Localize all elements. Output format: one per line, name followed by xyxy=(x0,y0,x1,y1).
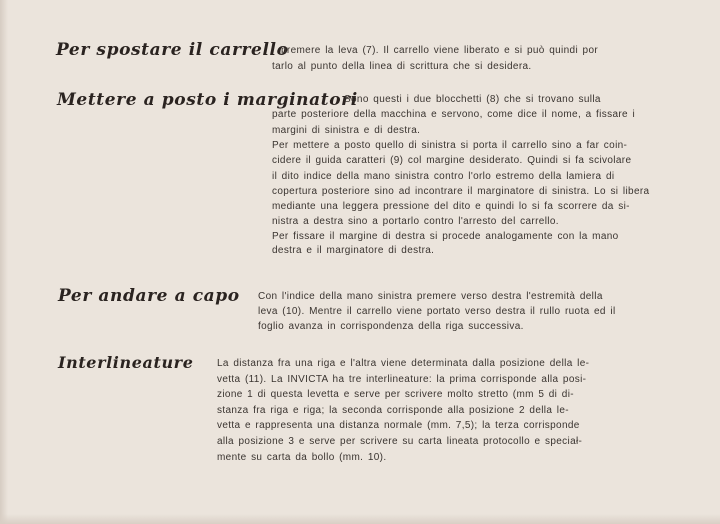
section-text-line: il dito indice della mano sinistra contro l'orlo estremo della lamiera di xyxy=(272,171,615,182)
section-text-line: mente su carta da bollo (mm. 10). xyxy=(217,452,387,463)
page-bottom-shadow xyxy=(0,514,720,524)
section-text-line: stanza fra riga e riga; la seconda corrisponde alla posizione 2 della le- xyxy=(217,405,569,416)
section-text-line: tarlo al punto della linea di scrittura che si desidera. xyxy=(272,61,532,72)
section-text-line: destra e il marginatore di destra. xyxy=(272,245,435,256)
section-heading-spostare-carrello: Per spostare il carrello xyxy=(56,40,289,60)
section-text-line: zione 1 di questa levetta e serve per scrivere molto stretto (mm 5 di di- xyxy=(217,389,574,400)
section-text-line: parte posteriore della macchina e servono, come dice il nome, a fissare i xyxy=(272,109,636,120)
section-text-line: La distanza fra una riga e l'altra viene determinata dalla posizione della le- xyxy=(217,358,590,369)
section-text-line: Con l'indice della mano sinistra premere verso destra l'estremità della xyxy=(258,291,603,302)
section-text-line: copertura posteriore sino ad incontrare il marginatore di sinistra. Lo si libera xyxy=(272,186,650,197)
section-text-line: nistra a destra sino a portarlo contro l'arresto del carrello. xyxy=(272,216,559,227)
section-text-line: Per mettere a posto quello di sinistra si porta il carrello sino a far coin- xyxy=(272,140,628,151)
section-text-line: vetta (11). La INVICTA ha tre interlineature: la prima corrisponde alla posi- xyxy=(217,374,587,385)
section-text-line: foglio avanza in corrispondenza della riga successiva. xyxy=(258,321,524,332)
section-text-line: leva (10). Mentre il carrello viene portato verso destra il rullo ruota ed il xyxy=(258,306,616,317)
section-text-line: mediante una leggera pressione del dito e quindi lo si fa scorrere da si- xyxy=(272,201,630,212)
page-edge-shadow xyxy=(0,0,8,524)
section-text-line: margini di sinistra e di destra. xyxy=(272,125,421,136)
section-text-line: Sono questi i due blocchetti (8) che si trovano sulla xyxy=(344,94,601,105)
section-text-line: alla posizione 3 e serve per scrivere su carta lineata protocollo e speciał- xyxy=(217,436,583,447)
section-heading-marginatori: Mettere a posto i marginatori xyxy=(57,90,358,110)
section-text-line: cidere il guida caratteri (9) col margine desiderato. Quindi si fa scivolare xyxy=(272,155,632,166)
section-text-line: premere la leva (7). Il carrello viene liberato e si può quindi por xyxy=(281,45,599,56)
section-heading-interlineature: Interlineature xyxy=(58,353,194,372)
section-text-line: Per fissare il margine di destra si procede analogamente con la mano xyxy=(272,231,619,242)
section-heading-andare-a-capo: Per andare a capo xyxy=(58,286,240,306)
section-text-line: vetta e rappresenta una distanza normale (mm. 7,5); la terza corrisponde xyxy=(217,420,580,431)
